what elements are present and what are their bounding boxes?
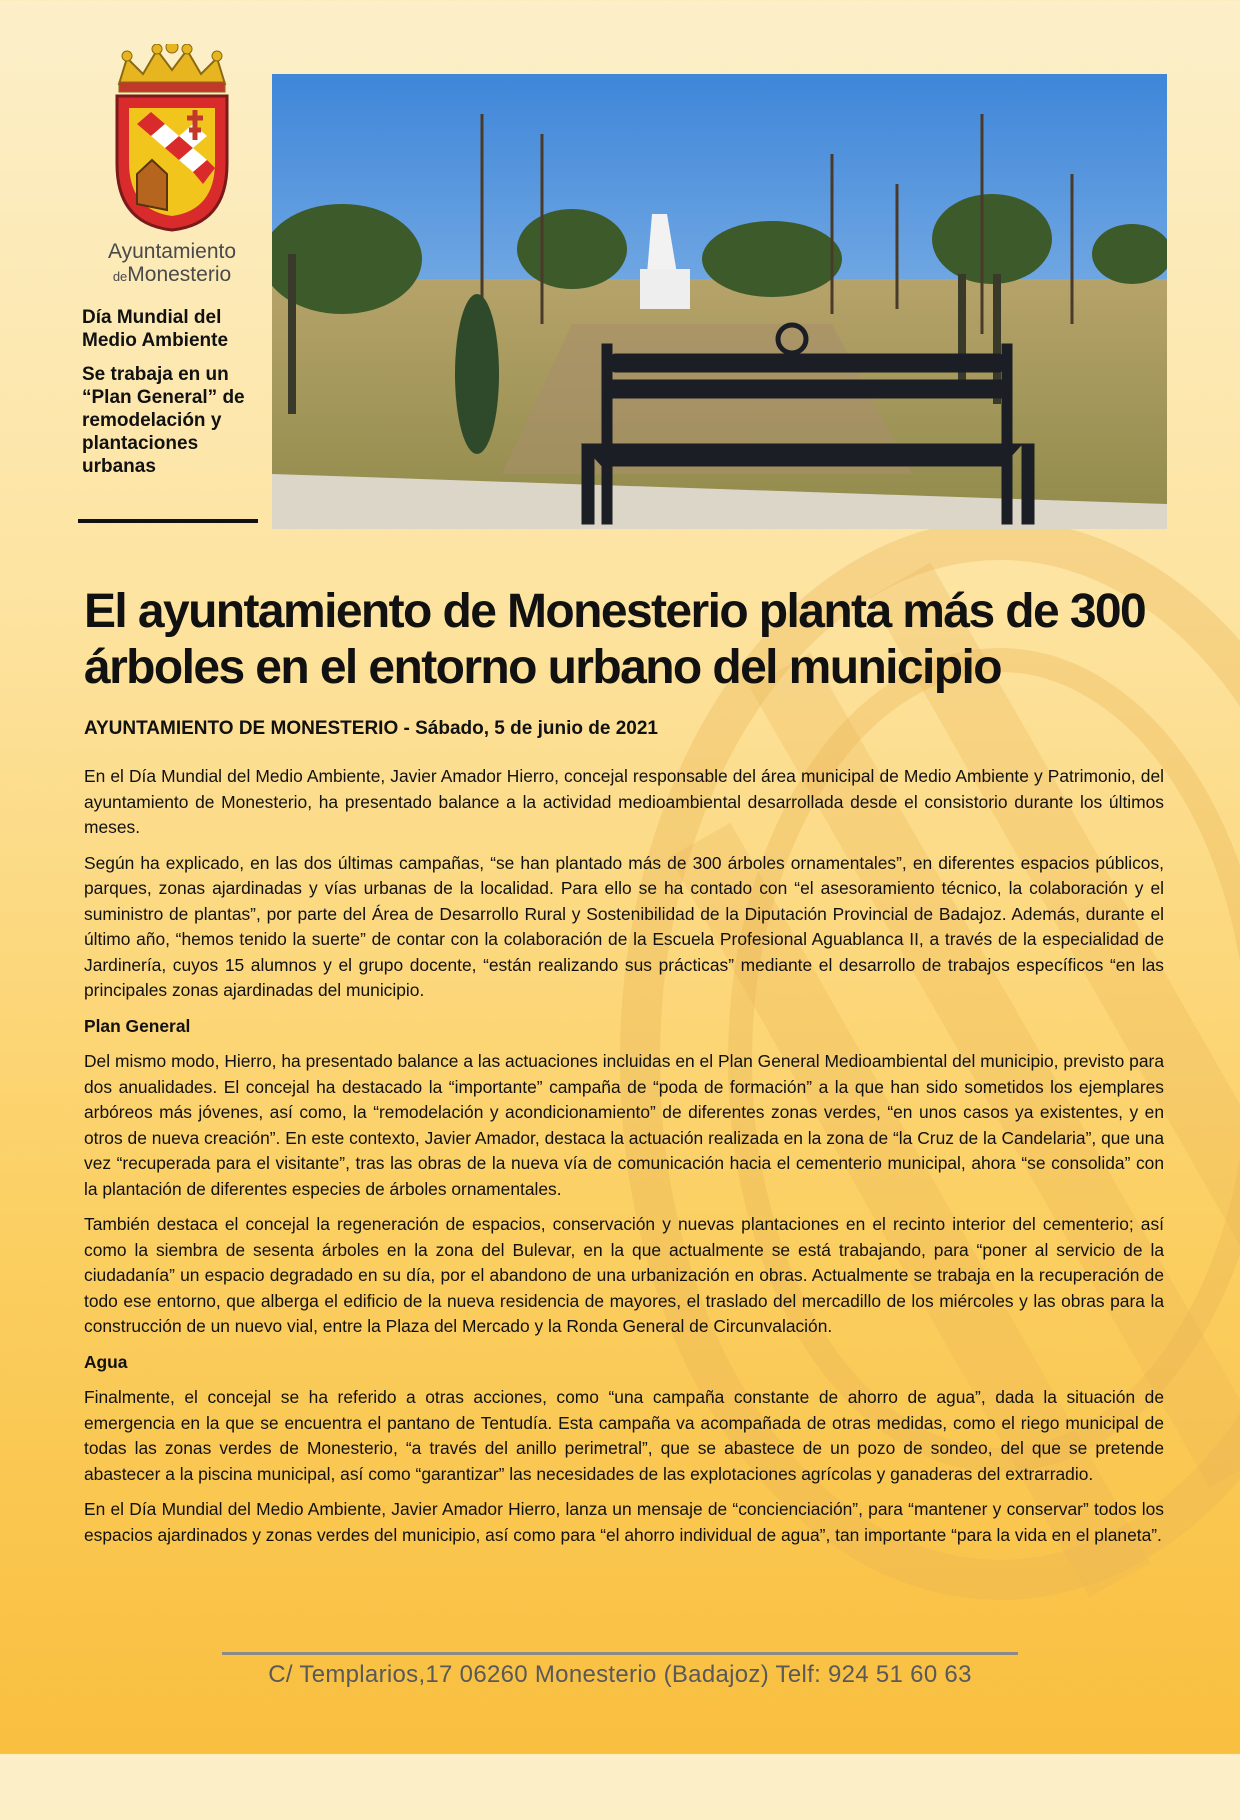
logo-line1: Ayuntamiento: [107, 240, 237, 263]
article-headline: El ayuntamiento de Monesterio planta más de 300 árboles en el entorno urbano del municipio: [84, 585, 1146, 694]
article-body: [84, 764, 1164, 1558]
sidebar-title: Día Mundial del Medio Ambiente: [82, 307, 229, 351]
article-byline: AYUNTAMIENTO DE MONESTERIO - Sábado, 5 de junio de 2021: [84, 718, 658, 739]
park-bench-photo: [272, 74, 1167, 529]
coat-of-arms-icon: [107, 44, 237, 234]
footer-address: C/ Templarios,17 06260 Monesterio (Badajoz) Telf: 924 51 60 63: [268, 1661, 972, 1688]
article-paragraph: Según ha explicado, en las dos últimas campañas, “se han plantado más de 300 árboles ornamentales”, en diferentes espacios públicos, parques, zonas ajardinadas y vías urbanas de la localidad. Para ello se ha contado con “el asesoramiento técnico, la colaboración y el suministro de plantas”, por parte del Área de Desarrollo Rural y Sostenibilidad de la Diputación Provincial de Badajoz. Además, durante el último año, “hemos tenido la suerte” de contar con la colaboración de la Escuela Profesional Aguablanca II, a través de la especialidad de Jardinería, cuyos 15 alumnos y el grupo docente, “están realizando sus prácticas” mediante el desarrollo de trabajos específicos “en las principales zonas ajardinadas del municipio.: [84, 852, 1164, 1000]
article-photo: [272, 74, 1167, 529]
subhead-plan-general: Plan General: [84, 1015, 191, 1036]
logo-line2: Monesterio: [127, 263, 232, 286]
subhead-agua: Agua: [84, 1351, 128, 1372]
logo-line2-prefix: de: [112, 269, 128, 284]
logo-text: [100, 240, 244, 288]
article-paragraph: Del mismo modo, Hierro, ha presentado balance a las actuaciones incluidas en el Plan General Medioambiental del municipio, previsto para dos anualidades. El concejal ha destacado la “importante” campaña de “poda de formación” a la que han sido sometidos los ejemplares arbóreos más jóvenes, así como, la “remodelación y acondicionamiento” de diferentes zonas verdes, “en unos casos ya existentes, y en otros de nueva creación”. En este contexto, Javier Amador, destaca la actuación realizada en la zona de “la Cruz de la Candelaria”, que una vez “recuperada para el visitante”, tras las obras de la nueva vía de comunicación hacia el cementerio municipal, ahora “se consolida” con la plantación de diferentes especies de árboles ornamentales.: [84, 1051, 1164, 1199]
article-paragraph: En el Día Mundial del Medio Ambiente, Javier Amador Hierro, concejal responsable del área municipal de Medio Ambiente y Patrimonio, del ayuntamiento de Monesterio, ha presentado balance a la actividad medioambiental desarrollada desde el consistorio durante los últimos meses.: [84, 766, 1164, 837]
sidebar-divider: [78, 519, 258, 523]
sidebar-subtitle: Se trabaja en un “Plan General” de remodelación y plantaciones urbanas: [82, 364, 245, 477]
article-paragraph: También destaca el concejal la regeneración de espacios, conservación y nuevas plantaciones en el recinto interior del cementerio; así como la siembra de sesenta árboles en la zona del Bulevar, en la que actualmente se está trabajando, para “poner al servicio de la ciudadanía” un espacio degradado en su día, por el abandono de una urbanización en obras. Actualmente se trabaja en la recuperación de todo ese entorno, que alberga el edificio de la nueva residencia de mayores, el traslado del mercadillo de los miércoles y las obras para la construcción de un nuevo vial, entre la Plaza del Mercado y la Ronda General de Circunvalación.: [84, 1214, 1164, 1336]
article-paragraph: Finalmente, el concejal se ha referido a otras acciones, como “una campaña constante de ahorro de agua”, dada la situación de emergencia en la que se encuentra el pantano de Tentudía. Esta campaña va acompañada de otras medidas, como el riego municipal de todas las zonas verdes de Monesterio, “a través del anillo perimetral”, que se abastece de un pozo de sondeo, del que se pretende abastecer a la piscina municipal, así como “garantizar” las necesidades de las explotaciones agrícolas y ganaderas del extrarradio.: [84, 1387, 1164, 1484]
footer-divider: [222, 1652, 1018, 1655]
article-paragraph: En el Día Mundial del Medio Ambiente, Javier Amador Hierro, lanza un mensaje de “concienciación”, para “mantener y conservar” todos los espacios ajardinados y zonas verdes del municipio, así como para “el ahorro individual de agua”, tan importante “para la vida en el planeta”.: [84, 1499, 1164, 1545]
municipal-logo: [100, 44, 244, 284]
